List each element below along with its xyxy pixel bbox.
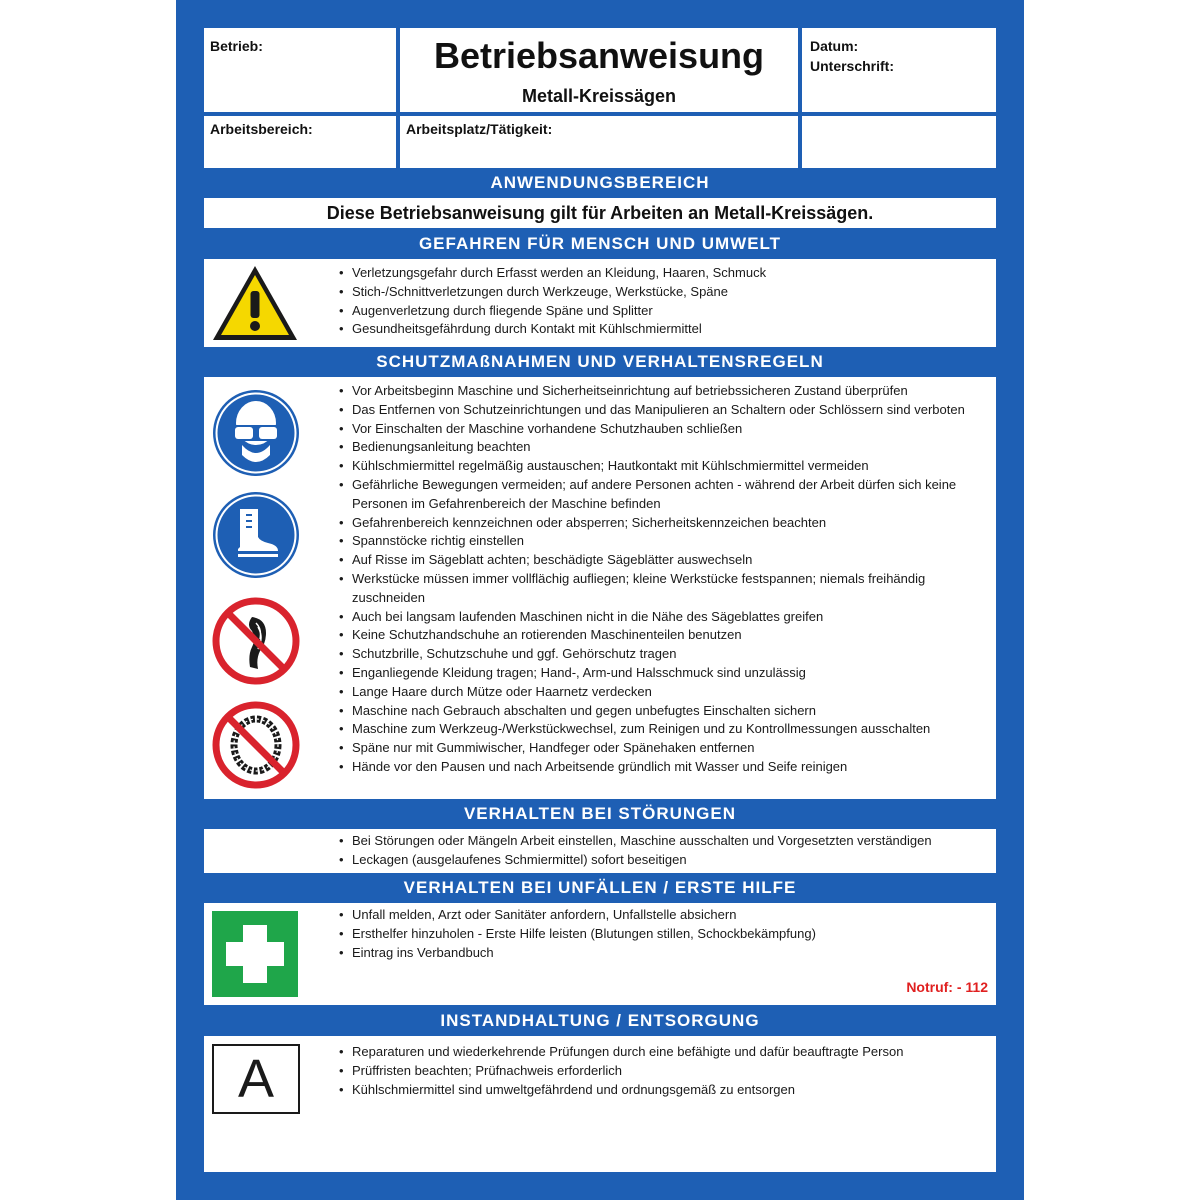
title-cell — [400, 28, 798, 112]
list-item: • Werkstücke müssen immer vollflächig aufliegen; kleine Werkstücke festspannen; niemals freihändig zuschneiden — [338, 570, 988, 608]
list-item: • Kühlschmiermittel sind umweltgefährdend und ordnungsgemäß zu entsorgen — [338, 1081, 988, 1100]
list-item: • Stich-/Schnittverletzungen durch Werkzeuge, Werkstücke, Späne — [338, 283, 988, 302]
safety-boots-icon — [212, 491, 300, 579]
no-jewellery-icon — [212, 701, 300, 789]
list-item: • Enganliegende Kleidung tragen; Hand-, Arm-und Halsschmuck sind unzulässig — [338, 664, 988, 683]
accidents-box — [204, 903, 996, 1005]
measures-heading: SCHUTZMAßNAHMEN UND VERHALTENSREGELN — [376, 352, 824, 371]
letter-a-icon: A — [212, 1044, 300, 1114]
list-item: • Schutzbrille, Schutzschuhe und ggf. Gehörschutz tragen — [338, 645, 988, 664]
accidents-heading: VERHALTEN BEI UNFÄLLEN / ERSTE HILFE — [403, 878, 797, 897]
measures-list — [338, 382, 988, 777]
malfunctions-heading: VERHALTEN BEI STÖRUNGEN — [463, 804, 737, 823]
hazards-box — [204, 259, 996, 347]
list-item: • Spannstöcke richtig einstellen — [338, 532, 988, 551]
unterschrift-label: Unterschrift: — [810, 58, 895, 74]
list-item: • Unfall melden, Arzt oder Sanitäter anfordern, Unfallstelle absichern — [338, 906, 988, 925]
list-item: • Kühlschmiermittel regelmäßig austauschen; Hautkontakt mit Kühlschmiermittel vermeiden — [338, 457, 988, 476]
maintenance-list — [338, 1043, 988, 1099]
instruction-board — [176, 0, 1024, 1200]
first-aid-cross-icon — [212, 911, 298, 997]
list-item: • Bei Störungen oder Mängeln Arbeit einstellen, Maschine ausschalten und Vorgesetzten verständigen — [338, 832, 988, 851]
list-item: • Leckagen (ausgelaufenes Schmiermittel) sofort beseitigen — [338, 851, 988, 870]
arbeitsplatz-label: Arbeitsplatz/Tätigkeit: — [406, 121, 553, 137]
list-item: • Ersthelfer hinzuholen - Erste Hilfe leisten (Blutungen stillen, Schockbekämpfung) — [338, 925, 988, 944]
list-item: • Vor Arbeitsbeginn Maschine und Sicherheitseinrichtung auf betriebssicheren Zustand überprüfen — [338, 382, 988, 401]
scope-text: Diese Betriebsanweisung gilt für Arbeiten an Metall-Kreissägen. — [326, 203, 874, 223]
list-item: • Verletzungsgefahr durch Erfasst werden an Kleidung, Haaren, Schmuck — [338, 264, 988, 283]
list-item: • Auch bei langsam laufenden Maschinen nicht in die Nähe des Sägeblattes greifen — [338, 608, 988, 627]
emergency-number: Notruf: - 112 — [906, 979, 988, 995]
list-item: • Gefährliche Bewegungen vermeiden; auf andere Personen achten - während der Arbeit dürfen sich keine Personen im Gefahrenbereich der Maschine befinden — [338, 476, 988, 514]
list-item: • Bedienungsanleitung beachten — [338, 438, 988, 457]
scope-box — [204, 198, 996, 228]
betrieb-cell — [204, 28, 396, 112]
empty-cell — [802, 116, 996, 168]
list-item: • Hände vor den Pausen und nach Arbeitsende gründlich mit Wasser und Seife reinigen — [338, 758, 988, 777]
page-subtitle: Metall-Kreissägen — [521, 86, 677, 106]
list-item: • Maschine nach Gebrauch abschalten und gegen unbefugtes Einschalten sichern — [338, 702, 988, 721]
eye-protection-icon — [212, 389, 300, 477]
no-loose-hair-icon — [212, 597, 300, 685]
list-item: • Gefahrenbereich kennzeichnen oder absperren; Sicherheitskennzeichen beachten — [338, 514, 988, 533]
hazards-list — [338, 264, 988, 339]
list-item: • Auf Risse im Sägeblatt achten; beschädigte Sägeblätter auswechseln — [338, 551, 988, 570]
list-item: • Augenverletzung durch fliegende Späne und Splitter — [338, 302, 988, 321]
malfunctions-list — [338, 832, 988, 870]
list-item: • Vor Einschalten der Maschine vorhandene Schutzhauben schließen — [338, 420, 988, 439]
list-item: • Eintrag ins Verbandbuch — [338, 944, 988, 963]
list-item: • Das Entfernen von Schutzeinrichtungen und das Manipulieren an Schaltern oder Schlössern sind verboten — [338, 401, 988, 420]
warning-triangle-icon — [210, 263, 300, 343]
scope-heading: ANWENDUNGSBEREICH — [490, 173, 710, 192]
list-item: • Reparaturen und wiederkehrende Prüfungen durch eine befähigte und dafür beauftragte Person — [338, 1043, 988, 1062]
accidents-list — [338, 906, 988, 962]
list-item: • Keine Schutzhandschuhe an rotierenden Maschinenteilen benutzen — [338, 626, 988, 645]
arbeitsbereich-label: Arbeitsbereich: — [210, 121, 313, 137]
datum-cell — [802, 28, 996, 112]
measures-box — [204, 377, 996, 799]
list-item: • Lange Haare durch Mütze oder Haarnetz verdecken — [338, 683, 988, 702]
list-item: • Gesundheitsgefährdung durch Kontakt mit Kühlschmiermittel — [338, 320, 988, 339]
maintenance-heading: INSTANDHALTUNG / ENTSORGUNG — [440, 1011, 760, 1030]
list-item: • Späne nur mit Gummiwischer, Handfeger oder Spänehaken entfernen — [338, 739, 988, 758]
list-item: • Prüffristen beachten; Prüfnachweis erforderlich — [338, 1062, 988, 1081]
list-item: • Maschine zum Werkzeug-/Werkstückwechsel, zum Reinigen und zu Kontrollmessungen ausschalten — [338, 720, 988, 739]
malfunctions-box — [204, 829, 996, 873]
maintenance-box — [204, 1036, 996, 1172]
page-title: Betriebsanweisung — [433, 35, 765, 76]
arbeitsbereich-cell — [204, 116, 396, 168]
datum-label: Datum: — [810, 38, 859, 54]
hazards-heading: GEFAHREN FÜR MENSCH UND UMWELT — [418, 234, 782, 253]
arbeitsplatz-cell — [400, 116, 798, 168]
betrieb-label: Betrieb: — [210, 38, 263, 54]
